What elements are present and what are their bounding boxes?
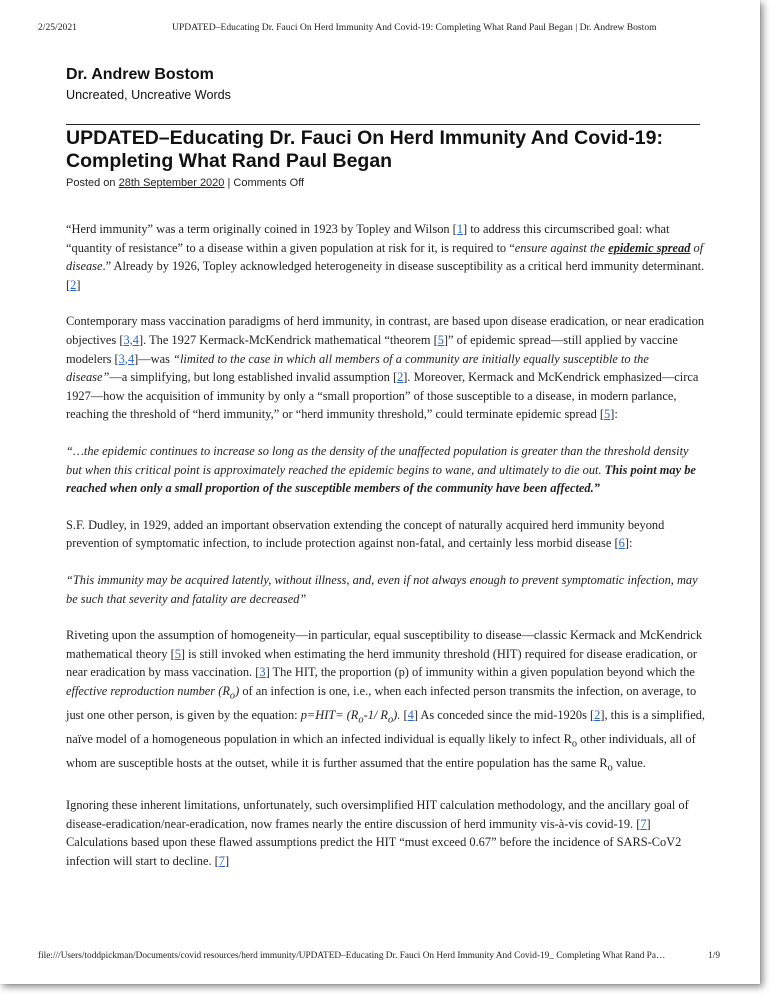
text: ] Calculations based upon these flawed assumptions predict the HIT “must exceed 0.67” before the incidence of SARS-CoV2 infection will start to decline. [ (66, 816, 682, 868)
paragraph-5 (66, 796, 706, 870)
text: .” Already by 1926, Topley acknowledged heterogeneity in disease susceptibility as a critical herd immunity determinant. [ (66, 259, 705, 292)
reference-link[interactable]: 5 (174, 646, 181, 661)
blockquote-1 (66, 442, 706, 498)
text: ]. The 1927 Kermack-McKendrick mathematical “theorem [ (138, 332, 438, 347)
page-number: 1/9 (708, 951, 720, 961)
text: ]—was (134, 351, 174, 366)
reference-link[interactable]: 2 (594, 707, 601, 722)
italic-text: p=HIT= (R (300, 707, 359, 722)
text: ] is still invoked when estimating the herd immunity threshold (HIT) required for disease eradication, or near eradication by mass vaccination. [ (66, 646, 698, 680)
text: —a simplifying, but long established invalid assumption [ (109, 370, 398, 385)
italic-text: “limited to the case in which all members of a community are initially equally susceptible to the disease” (66, 351, 649, 385)
post-title: UPDATED–Educating Dr. Fauci On Herd Immunity And Covid-19: Completing What Rand Paul Began (66, 127, 663, 172)
text: ] to address this circumscribed goal: what “quantity of resistance” to a disease within a given population at risk for it, is required to “ (66, 222, 670, 255)
italic-text: ) (235, 683, 240, 698)
text: ], this is a simplified, naïve model of a homogeneous population in which an infected individual is equally likely to infect R (66, 707, 705, 746)
text: “…the epidemic continues to increase so long as the density of the unaffected population is greater than the threshold density but when this critical point is approximately reached the epidemic begins to wane, and ultimately to die out. (66, 443, 689, 477)
text: ] (76, 277, 81, 292)
post-date-link[interactable]: 28th September 2020 (118, 177, 225, 189)
reference-link[interactable]: 7 (218, 853, 225, 868)
paragraph-3 (66, 516, 706, 553)
text: ] As conceded since the mid-1920s [ (413, 707, 595, 722)
reference-link[interactable]: 2 (70, 277, 77, 292)
text: value. (612, 756, 646, 771)
subscript: o (571, 738, 578, 750)
subscript: o (607, 762, 613, 774)
site-title[interactable]: Dr. Andrew Bostom (66, 66, 214, 83)
italic-text: -1/ R (363, 707, 388, 722)
reference-link[interactable]: 1 (456, 222, 464, 236)
site-tagline: Uncreated, Uncreative Words (66, 88, 231, 102)
text: “Herd immunity” was a term originally coined in 1923 by Topley and Wilson [ (66, 222, 457, 236)
text: ] (224, 853, 230, 868)
reference-link[interactable]: 3 (259, 665, 266, 680)
bold-underline-text: epidemic spread (608, 240, 691, 255)
print-date: 2/25/2021 (38, 22, 77, 33)
text: other individuals, all of whom are susceptible hosts at the outset, while it is further assumed that the entire population has the same R (66, 732, 696, 771)
article-content (66, 220, 706, 889)
italic-text: of disease (66, 240, 704, 274)
italic-text: ensure against the (514, 240, 609, 255)
paragraph-2 (66, 312, 706, 424)
reference-link[interactable]: 3,4 (123, 332, 139, 347)
paragraph-4 (66, 626, 706, 778)
reference-link[interactable]: 7 (640, 816, 647, 831)
text: ] The HIT, the proportion (p) of immunity within a given population beyond which the (265, 665, 695, 680)
text: ]: (610, 407, 618, 422)
bold-text: This point may be reached when only a small proportion of the susceptible members of the community have been affected.” (66, 462, 696, 496)
comments-status: Comments Off (233, 177, 305, 189)
post-meta (66, 177, 304, 189)
blockquote-2: “This immunity may be acquired latently, without illness, and, even if not always enough to prevent symptomatic infection, may be such that severity and fatality are decreased” (66, 572, 698, 606)
text: of an infection is one, i.e., when each infected person transmits the infection, on average, to just one other person, is given by the equation: (66, 683, 697, 722)
subscript: o (358, 714, 364, 726)
header-divider (66, 124, 700, 125)
italic-text: ). (393, 707, 401, 722)
meta-separator: | (227, 177, 231, 189)
print-page-title: UPDATED–Educating Dr. Fauci On Herd Immunity And Covid-19: Completing What Rand Paul Began | Dr. Andrew Bostom (172, 22, 657, 33)
reference-link[interactable]: 2 (397, 370, 404, 385)
reference-link[interactable]: 6 (618, 536, 625, 551)
reference-link[interactable]: 4 (407, 707, 414, 722)
posted-on-label: Posted on (66, 177, 116, 189)
reference-link[interactable]: 5 (604, 407, 611, 422)
text: ]: (624, 536, 633, 551)
text: Riveting upon the assumption of homogeneity—in particular, equal susceptibility to disease—classic Kermack and McKendrick mathematical theory [ (66, 628, 703, 661)
text: S.F. Dudley, in 1929, added an important observation extending the concept of naturally acquired herd immunity beyond prevention of symptomatic infection, to include protection against non-fatal, and certainly less morbid disease [ (66, 517, 665, 551)
paragraph-1 (66, 220, 706, 294)
italic-text: effective reproduction number (R (66, 683, 230, 698)
text: Contemporary mass vaccination paradigms of herd immunity, in contrast, are based upon disease eradication, or near eradication objectives [ (66, 314, 705, 347)
text: ]. Moreover, Kermack and McKendrick emphasized—circa 1927—how the acquisition of immunity by only a “small proportion” of those susceptible to a disease, in modern parlance, reaching the threshold of “herd immunity,” or “herd immunity threshold,” could terminate epidemic spread [ (66, 370, 699, 422)
reference-link[interactable]: 3,4 (118, 351, 135, 366)
text: ]” of epidemic spread—still applied by vaccine modelers [ (66, 332, 678, 366)
text: Ignoring these inherent limitations, unfortunately, such oversimplified HIT calculation methodology, and the ancillary goal of disease-eradication/near-eradication, now frames nearly the entire discussion of herd immunity vis-à-vis covid-19. [ (66, 798, 689, 831)
subscript: o (229, 690, 236, 702)
file-path: file:///Users/toddpickman/Documents/covid resources/herd immunity/UPDATED–Educating Dr. Fauci On Herd Immunity And Covid-19_ Completing What Rand Pa… (38, 951, 666, 961)
subscript: o (388, 714, 394, 726)
text: [ (400, 707, 408, 722)
reference-link[interactable]: 5 (437, 332, 444, 347)
